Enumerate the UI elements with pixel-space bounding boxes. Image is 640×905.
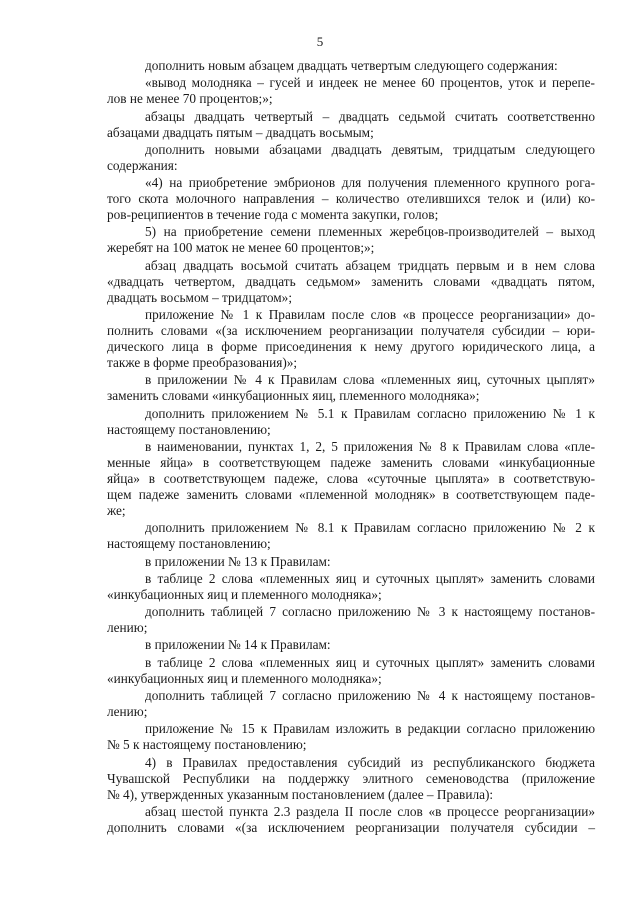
text-line: № 5 к настоящему постановлению; bbox=[107, 737, 307, 753]
text-line: лов не менее 70 процентов;»; bbox=[107, 91, 273, 107]
paragraph-14 bbox=[107, 571, 595, 603]
text-line: дополнить таблицей 7 согласно приложению № 4 к настоящему постанов- bbox=[145, 688, 595, 704]
text-line: Чувашской Республики на поддержку элитного семеноводства (приложение bbox=[107, 770, 595, 786]
text-line: дического лица в форме присоединения к нему другого юридического лица, а bbox=[107, 339, 595, 355]
text-line: ров-реципиентов в течение года с момента закупки, голов; bbox=[107, 207, 439, 223]
text-line: лению; bbox=[107, 704, 148, 720]
text-line: щем падеже заменить словами «племенной молодняк» в соответствующем паде- bbox=[107, 486, 595, 502]
text-line: двадцать восьмом – тридцатом»; bbox=[107, 289, 293, 305]
text-line: дополнить новым абзацем двадцать четвертым следующего содержания: bbox=[145, 58, 558, 73]
paragraph-1 bbox=[107, 58, 595, 74]
paragraph-18 bbox=[107, 688, 595, 720]
text-line: жеребят на 100 маток не менее 60 процентов;»; bbox=[107, 240, 375, 256]
paragraph-12 bbox=[107, 520, 595, 552]
text-line: содержания: bbox=[107, 157, 178, 173]
text-line: 4) в Правилах предоставления субсидий из республиканского бюджета bbox=[145, 754, 595, 770]
text-line: абзацы двадцать четвертый – двадцать седьмой считать соответственно bbox=[145, 108, 595, 124]
text-line: в наименовании, пунктах 1, 2, 5 приложения № 8 к Правилам слова «пле- bbox=[145, 438, 595, 454]
paragraph-11 bbox=[107, 439, 595, 519]
paragraph-16 bbox=[107, 637, 595, 653]
document-body bbox=[107, 58, 595, 836]
text-line: в приложении № 14 к Правилам: bbox=[145, 637, 331, 653]
text-line: дополнить словами «(за исключением реорганизации получателя субсидии – bbox=[107, 819, 595, 835]
paragraph-7 bbox=[107, 258, 595, 306]
text-line: «вывод молодняка – гусей и индеек не менее 60 процентов, уток и перепе- bbox=[145, 75, 595, 91]
text-line: менные яйца» в соответствующем падеже заменить словами «инкубационные bbox=[107, 454, 595, 470]
text-line: абзацами двадцать пятым – двадцать восьмым; bbox=[107, 124, 374, 140]
text-line: в приложении № 4 к Правилам слова «племенных яиц, суточных цыплят» bbox=[145, 372, 595, 388]
text-line: в таблице 2 слова «племенных яиц и суточных цыплят» заменить словами bbox=[145, 570, 595, 586]
text-line: в приложении № 13 к Правилам: bbox=[145, 553, 331, 569]
text-line: «4) на приобретение эмбрионов для получения племенного крупного рога- bbox=[145, 175, 595, 191]
paragraph-19 bbox=[107, 721, 595, 753]
text-line: «двадцать четвертом, двадцать седьмом» заменить словами «двадцать пятом, bbox=[107, 273, 595, 289]
text-line: настоящему постановлению; bbox=[107, 536, 271, 552]
paragraph-15 bbox=[107, 604, 595, 636]
text-line: настоящему постановлению; bbox=[107, 421, 271, 437]
text-line: же; bbox=[107, 502, 126, 518]
text-line: абзац двадцать восьмой считать абзацем тридцать первым и в нем слова bbox=[145, 257, 595, 273]
text-line: того скота молочного направления – количество отелившихся телок и (или) ко- bbox=[107, 191, 595, 207]
paragraph-4 bbox=[107, 142, 595, 174]
text-line: заменить словами «инкубационных яиц, племенного молодняка»; bbox=[107, 388, 480, 404]
text-line: дополнить таблицей 7 согласно приложению № 3 к настоящему постанов- bbox=[145, 604, 595, 620]
text-line: дополнить новыми абзацами двадцать девятым, тридцатым следующего bbox=[145, 141, 595, 157]
paragraph-6 bbox=[107, 224, 595, 256]
paragraph-8 bbox=[107, 307, 595, 371]
text-line: приложение № 1 к Правилам после слов «в процессе реорганизации» до- bbox=[145, 307, 595, 323]
text-line: дополнить приложением № 5.1 к Правилам согласно приложению № 1 к bbox=[145, 405, 595, 421]
text-line: «инкубационных яиц и племенного молодняка»; bbox=[107, 670, 382, 686]
text-line: также в форме преобразования)»; bbox=[107, 355, 298, 371]
text-line: в таблице 2 слова «племенных яиц и суточных цыплят» заменить словами bbox=[145, 654, 595, 670]
text-line: № 4), утвержденных указанным постановлением (далее – Правила): bbox=[107, 786, 494, 802]
paragraph-5 bbox=[107, 175, 595, 223]
text-line: «инкубационных яиц и племенного молодняка»; bbox=[107, 586, 382, 602]
text-line: 5) на приобретение семени племенных жеребцов-производителей – выход bbox=[145, 224, 595, 240]
paragraph-9 bbox=[107, 372, 595, 404]
paragraph-21 bbox=[107, 804, 595, 836]
paragraph-2 bbox=[107, 75, 595, 107]
text-line: дополнить приложением № 8.1 к Правилам согласно приложению № 2 к bbox=[145, 520, 595, 536]
paragraph-10 bbox=[107, 406, 595, 438]
paragraph-20 bbox=[107, 755, 595, 803]
text-line: абзац шестой пункта 2.3 раздела II после слов «в процессе реорганизации» bbox=[145, 803, 595, 819]
paragraph-17 bbox=[107, 655, 595, 687]
paragraph-13 bbox=[107, 554, 595, 570]
paragraph-3 bbox=[107, 109, 595, 141]
page-number: 5 bbox=[316, 34, 324, 49]
text-line: приложение № 15 к Правилам изложить в редакции согласно приложению bbox=[145, 721, 595, 737]
text-line: полнить словами «(за исключением реорганизации получателя субсидии – юри- bbox=[107, 323, 595, 339]
text-line: лению; bbox=[107, 620, 148, 636]
text-line: яйца» в соответствующем падеже, слова «суточные цыплята» в соответствую- bbox=[107, 470, 595, 486]
